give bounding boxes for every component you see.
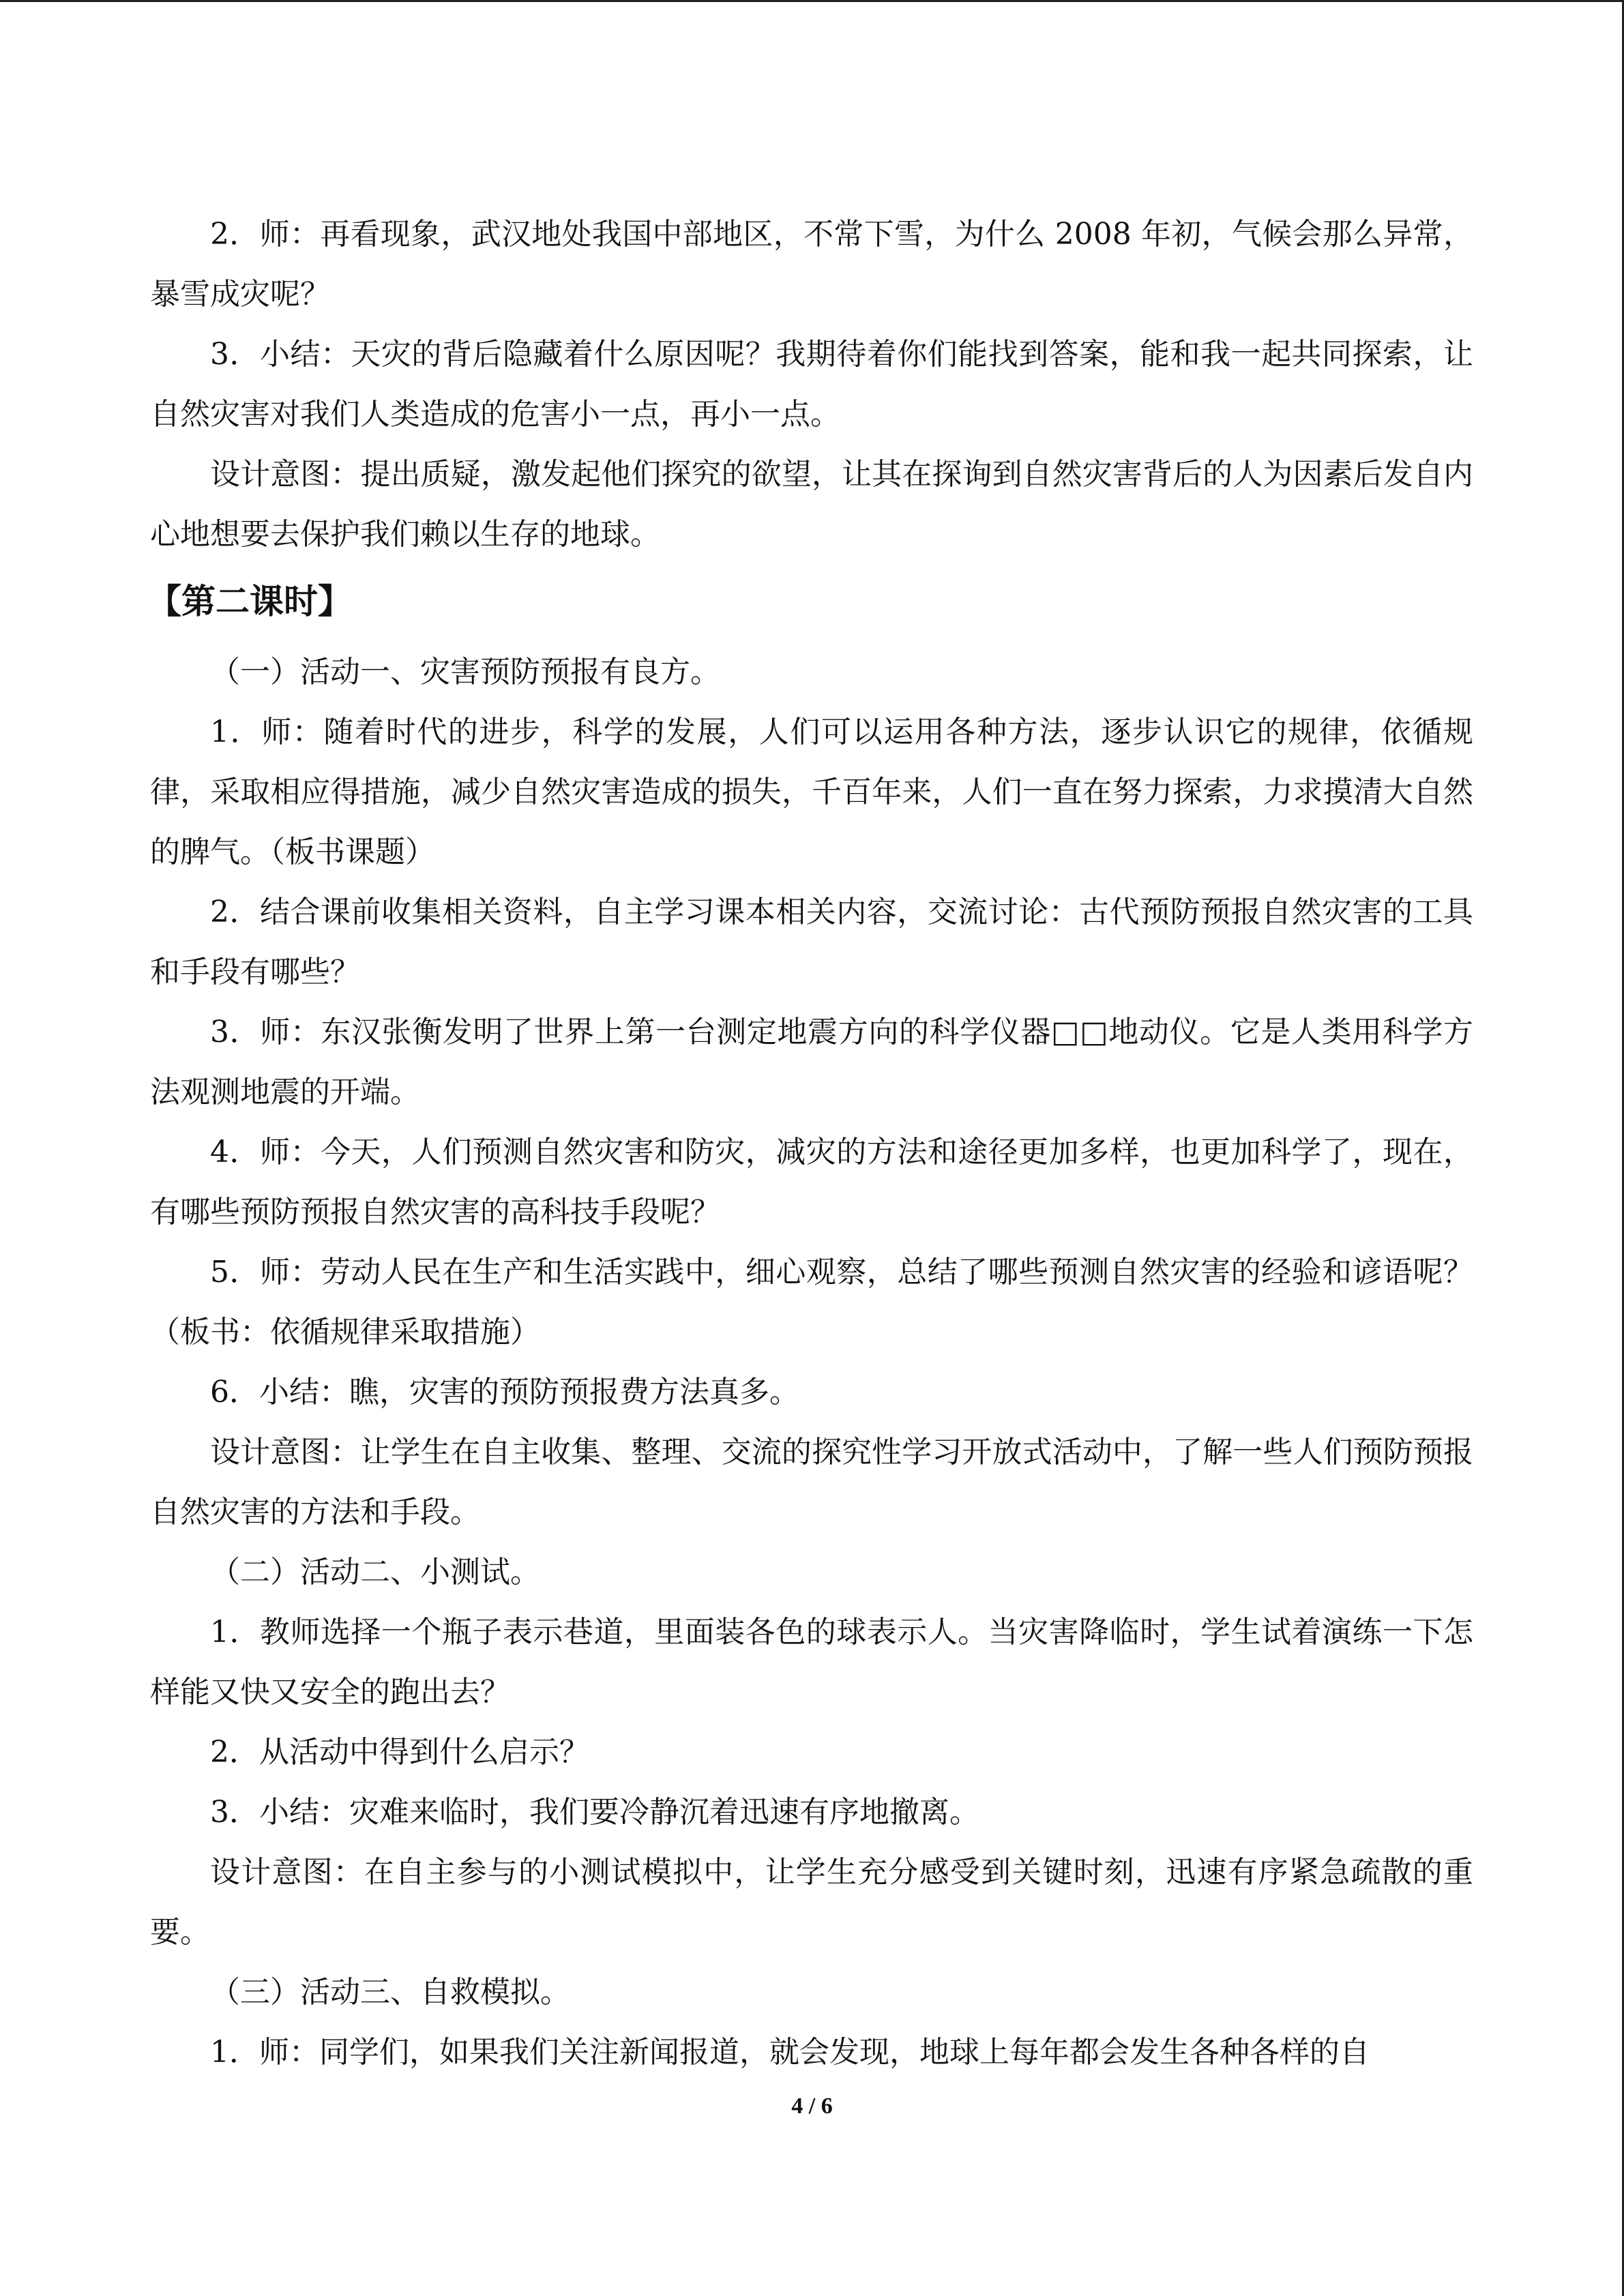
paragraph: 3．小结：灾难来临时，我们要冷静沉着迅速有序地撤离。 <box>210 1795 979 1830</box>
page-number: 4 / 6 <box>791 2093 833 2119</box>
paragraph: 设计意图：在自主参与的小测试模拟中，让学生充分感受到关键时刻，迅速有序紧急疏散的重要。 <box>150 1855 1473 1950</box>
paragraph: 2．师：再看现象，武汉地处我国中部地区，不常下雪，为什么 2008 年初，气候会那么异常，暴雪成灾呢？ <box>150 217 1473 312</box>
paragraph: 1．教师选择一个瓶子表示巷道，里面装各色的球表示人。当灾害降临时，学生试着演练一下怎样能又快又安全的跑出去？ <box>150 1615 1473 1710</box>
paragraph: 设计意图：提出质疑，激发起他们探究的欲望，让其在探询到自然灾害背后的人为因素后发自内心地想要去保护我们赖以生存的地球。 <box>150 457 1473 552</box>
section-heading: 【第二课时】 <box>147 582 352 621</box>
document-body <box>147 205 1473 2083</box>
paragraph: （一）活动一、灾害预防预报有良方。 <box>210 655 720 689</box>
paragraph: 3．师：东汉张衡发明了世界上第一台测定地震方向的科学仪器□□地动仪。它是人类用科学方法观测地震的开端。 <box>150 1015 1473 1109</box>
paragraph: 6．小结：瞧，灾害的预防预报费方法真多。 <box>210 1375 799 1410</box>
paragraph: 1．师：同学们，如果我们关注新闻报道，就会发现，地球上每年都会发生各种各样的自 <box>210 2035 1370 2070</box>
page-border-top <box>0 0 1624 2</box>
paragraph: 设计意图：让学生在自主收集、整理、交流的探究性学习开放式活动中，了解一些人们预防预报自然灾害的方法和手段。 <box>150 1435 1473 1530</box>
paragraph: 2．从活动中得到什么启示？ <box>210 1735 589 1770</box>
paragraph: 4．师：今天，人们预测自然灾害和防灾，减灾的方法和途径更加多样，也更加科学了，现在，有哪些预防预报自然灾害的高科技手段呢？ <box>150 1135 1473 1229</box>
paragraph: 3．小结：天灾的背后隐藏着什么原因呢？我期待着你们能找到答案，能和我一起共同探索，让自然灾害对我们人类造成的危害小一点，再小一点。 <box>150 337 1473 432</box>
paragraph: （二）活动二、小测试。 <box>210 1555 540 1590</box>
paragraph: 2．结合课前收集相关资料，自主学习课本相关内容，交流讨论：古代预防预报自然灾害的工具和手段有哪些？ <box>150 895 1473 989</box>
paragraph: （三）活动三、自救模拟。 <box>210 1975 570 2010</box>
paragraph: 5．师：劳动人民在生产和生活实践中，细心观察，总结了哪些预测自然灾害的经验和谚语呢？（板书：依循规律采取措施） <box>150 1255 1473 1350</box>
paragraph: 1．师：随着时代的进步，科学的发展，人们可以运用各种方法，逐步认识它的规律，依循规律，采取相应得措施，减少自然灾害造成的损失，千百年来，人们一直在努力探索，力求摸清大自然的脾气。（板书课题） <box>150 715 1473 869</box>
